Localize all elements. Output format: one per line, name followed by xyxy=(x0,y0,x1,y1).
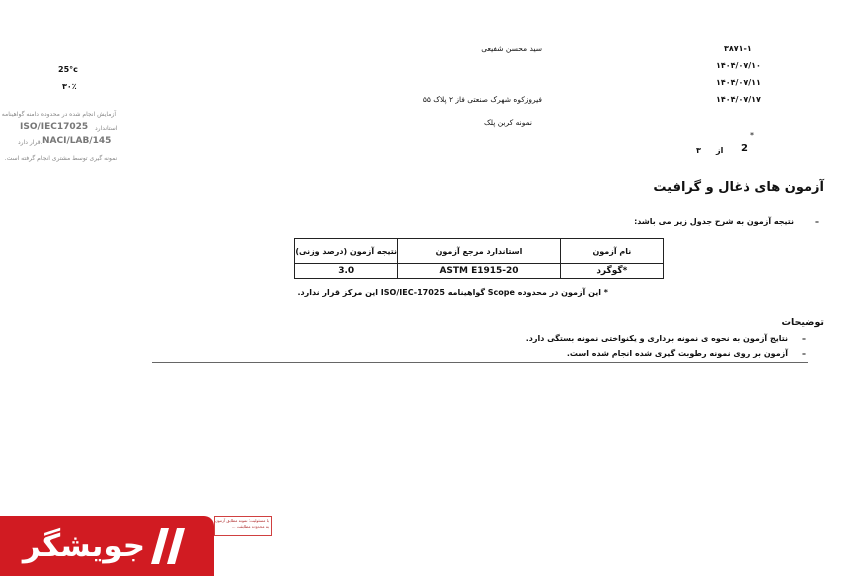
intro-dash: – xyxy=(815,217,819,226)
page-of-label: از xyxy=(716,146,724,155)
results-table xyxy=(294,238,664,279)
brand-mark-icon xyxy=(151,524,191,568)
note-dash-1: – xyxy=(802,334,806,343)
scope-footnote: * این آزمون در محدوده Scope گواهینامه ISO/IEC-17025 این مرکز قرار ندارد. xyxy=(297,288,608,297)
sampling-note: نمونه گیری توسط مشتری انجام گرفته است. xyxy=(4,155,118,162)
notes-title: توضیحات xyxy=(781,317,824,328)
section-title: آزمون های ذغال و گرافیت xyxy=(653,180,824,195)
brand-logo xyxy=(0,516,214,576)
intro-text: نتیجه آزمون به شرح جدول زیر می باشد: xyxy=(634,217,794,226)
results-table-header-row xyxy=(295,239,664,264)
holds-label: قرار دارد. xyxy=(18,139,43,146)
cell-test-name: *گوگرد xyxy=(560,264,663,279)
content-divider xyxy=(152,362,808,363)
page-total: ۳ xyxy=(696,146,701,155)
note-dash-2: – xyxy=(802,349,806,358)
stamp-line-2: به محدوده مطابقت ... xyxy=(231,524,269,529)
cell-reference-standard: ASTM E1915-20 xyxy=(398,264,560,279)
report-number: ۳۸۷۱-۱ xyxy=(724,44,752,53)
customer-name: سید محسن شفیعی xyxy=(481,44,542,53)
report-date-2: ۱۴۰۴/۰۷/۱۱ xyxy=(716,78,761,87)
stamp-line-1: با مسئولیت: نمونه مطابق آزمون xyxy=(214,518,269,523)
temperature-value: 25°c xyxy=(58,65,78,74)
customer-address: فیروزکوه شهرک صنعتی فاز ۲ پلاک ۵۵ xyxy=(422,95,542,104)
note-item-2: آزمون بر روی نمونه رطوبت گیری شده انجام شده است. xyxy=(566,349,788,358)
brand-logo-text: جویشگر xyxy=(22,528,146,564)
header-test-result: نتیجه آزمون (درصد وزنی) xyxy=(295,239,398,264)
report-date-1: ۱۴۰۴/۰۷/۱۰ xyxy=(716,61,761,70)
report-date-3: ۱۴۰۴/۰۷/۱۷ xyxy=(716,95,761,104)
sample-name: نمونه کربن پلک xyxy=(484,118,532,127)
humidity-value: ۳۰٪ xyxy=(62,82,77,91)
page-star: * xyxy=(750,131,754,140)
scope-note-line-1: آزمایش انجام شده در محدوده دامنه گواهینامه xyxy=(1,111,116,118)
cell-test-result: 3.0 xyxy=(295,264,398,279)
header-test-name: نام آزمون xyxy=(560,239,663,264)
header-reference-standard: استاندارد مرجع آزمون xyxy=(398,239,560,264)
lab-code: NACI/LAB/145 xyxy=(42,136,112,146)
iso-code: ISO/IEC17025 xyxy=(20,122,89,132)
lab-stamp xyxy=(214,516,272,536)
table-row xyxy=(295,264,664,279)
page-current: 2 xyxy=(741,143,748,154)
standard-label: استاندارد xyxy=(95,125,118,132)
note-item-1: نتایج آزمون به نحوه ی نمونه برداری و یکنواختی نمونه بستگی دارد. xyxy=(525,334,788,343)
